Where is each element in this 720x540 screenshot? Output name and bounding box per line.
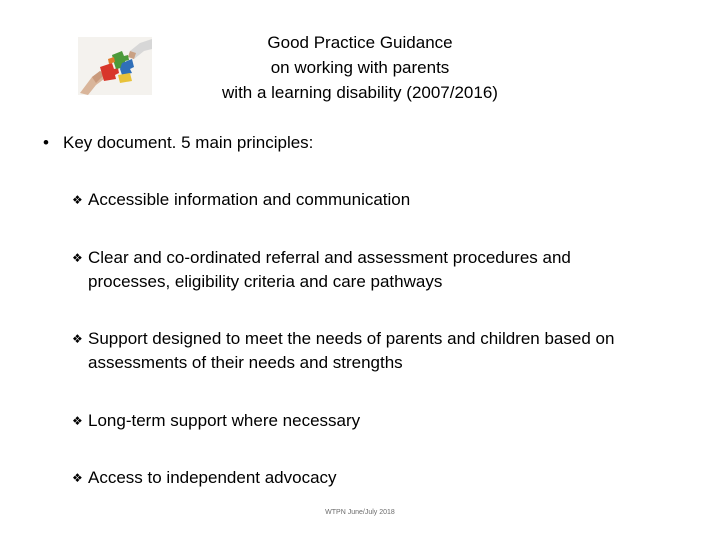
principle-item bbox=[72, 466, 337, 490]
slide-title bbox=[170, 30, 550, 105]
principle-item bbox=[72, 246, 571, 294]
principle-text: Long-term support where necessary bbox=[88, 411, 361, 430]
title-line: Good Practice Guidance bbox=[267, 33, 453, 52]
diamond-bullet-icon: ❖ bbox=[72, 471, 83, 485]
principle-text-continued: assessments of their needs and strengths bbox=[88, 353, 403, 372]
bullet-dot-icon: • bbox=[43, 133, 49, 152]
title-line: with a learning disability (2007/2016) bbox=[222, 83, 498, 102]
principle-item bbox=[72, 188, 410, 212]
principle-text: Clear and co-ordinated referral and assessment procedures and bbox=[88, 248, 571, 267]
diamond-bullet-icon: ❖ bbox=[72, 251, 83, 265]
principle-text: Accessible information and communication bbox=[88, 190, 411, 209]
slide-footer: WTPN June/July 2018 bbox=[325, 509, 395, 516]
key-document-bullet bbox=[43, 131, 313, 155]
bullet-text: Key document. 5 main principles: bbox=[63, 133, 314, 152]
principle-text: Access to independent advocacy bbox=[88, 468, 337, 487]
diamond-bullet-icon: ❖ bbox=[72, 332, 83, 346]
diamond-bullet-icon: ❖ bbox=[72, 414, 83, 428]
principle-text-continued: processes, eligibility criteria and care pathways bbox=[88, 272, 443, 291]
principle-item bbox=[72, 409, 360, 433]
title-line: on working with parents bbox=[270, 58, 450, 77]
puzzle-hands-icon bbox=[78, 37, 152, 95]
principle-item bbox=[72, 327, 614, 375]
principle-text: Support designed to meet the needs of parents and children based on bbox=[88, 329, 615, 348]
diamond-bullet-icon: ❖ bbox=[72, 193, 83, 207]
